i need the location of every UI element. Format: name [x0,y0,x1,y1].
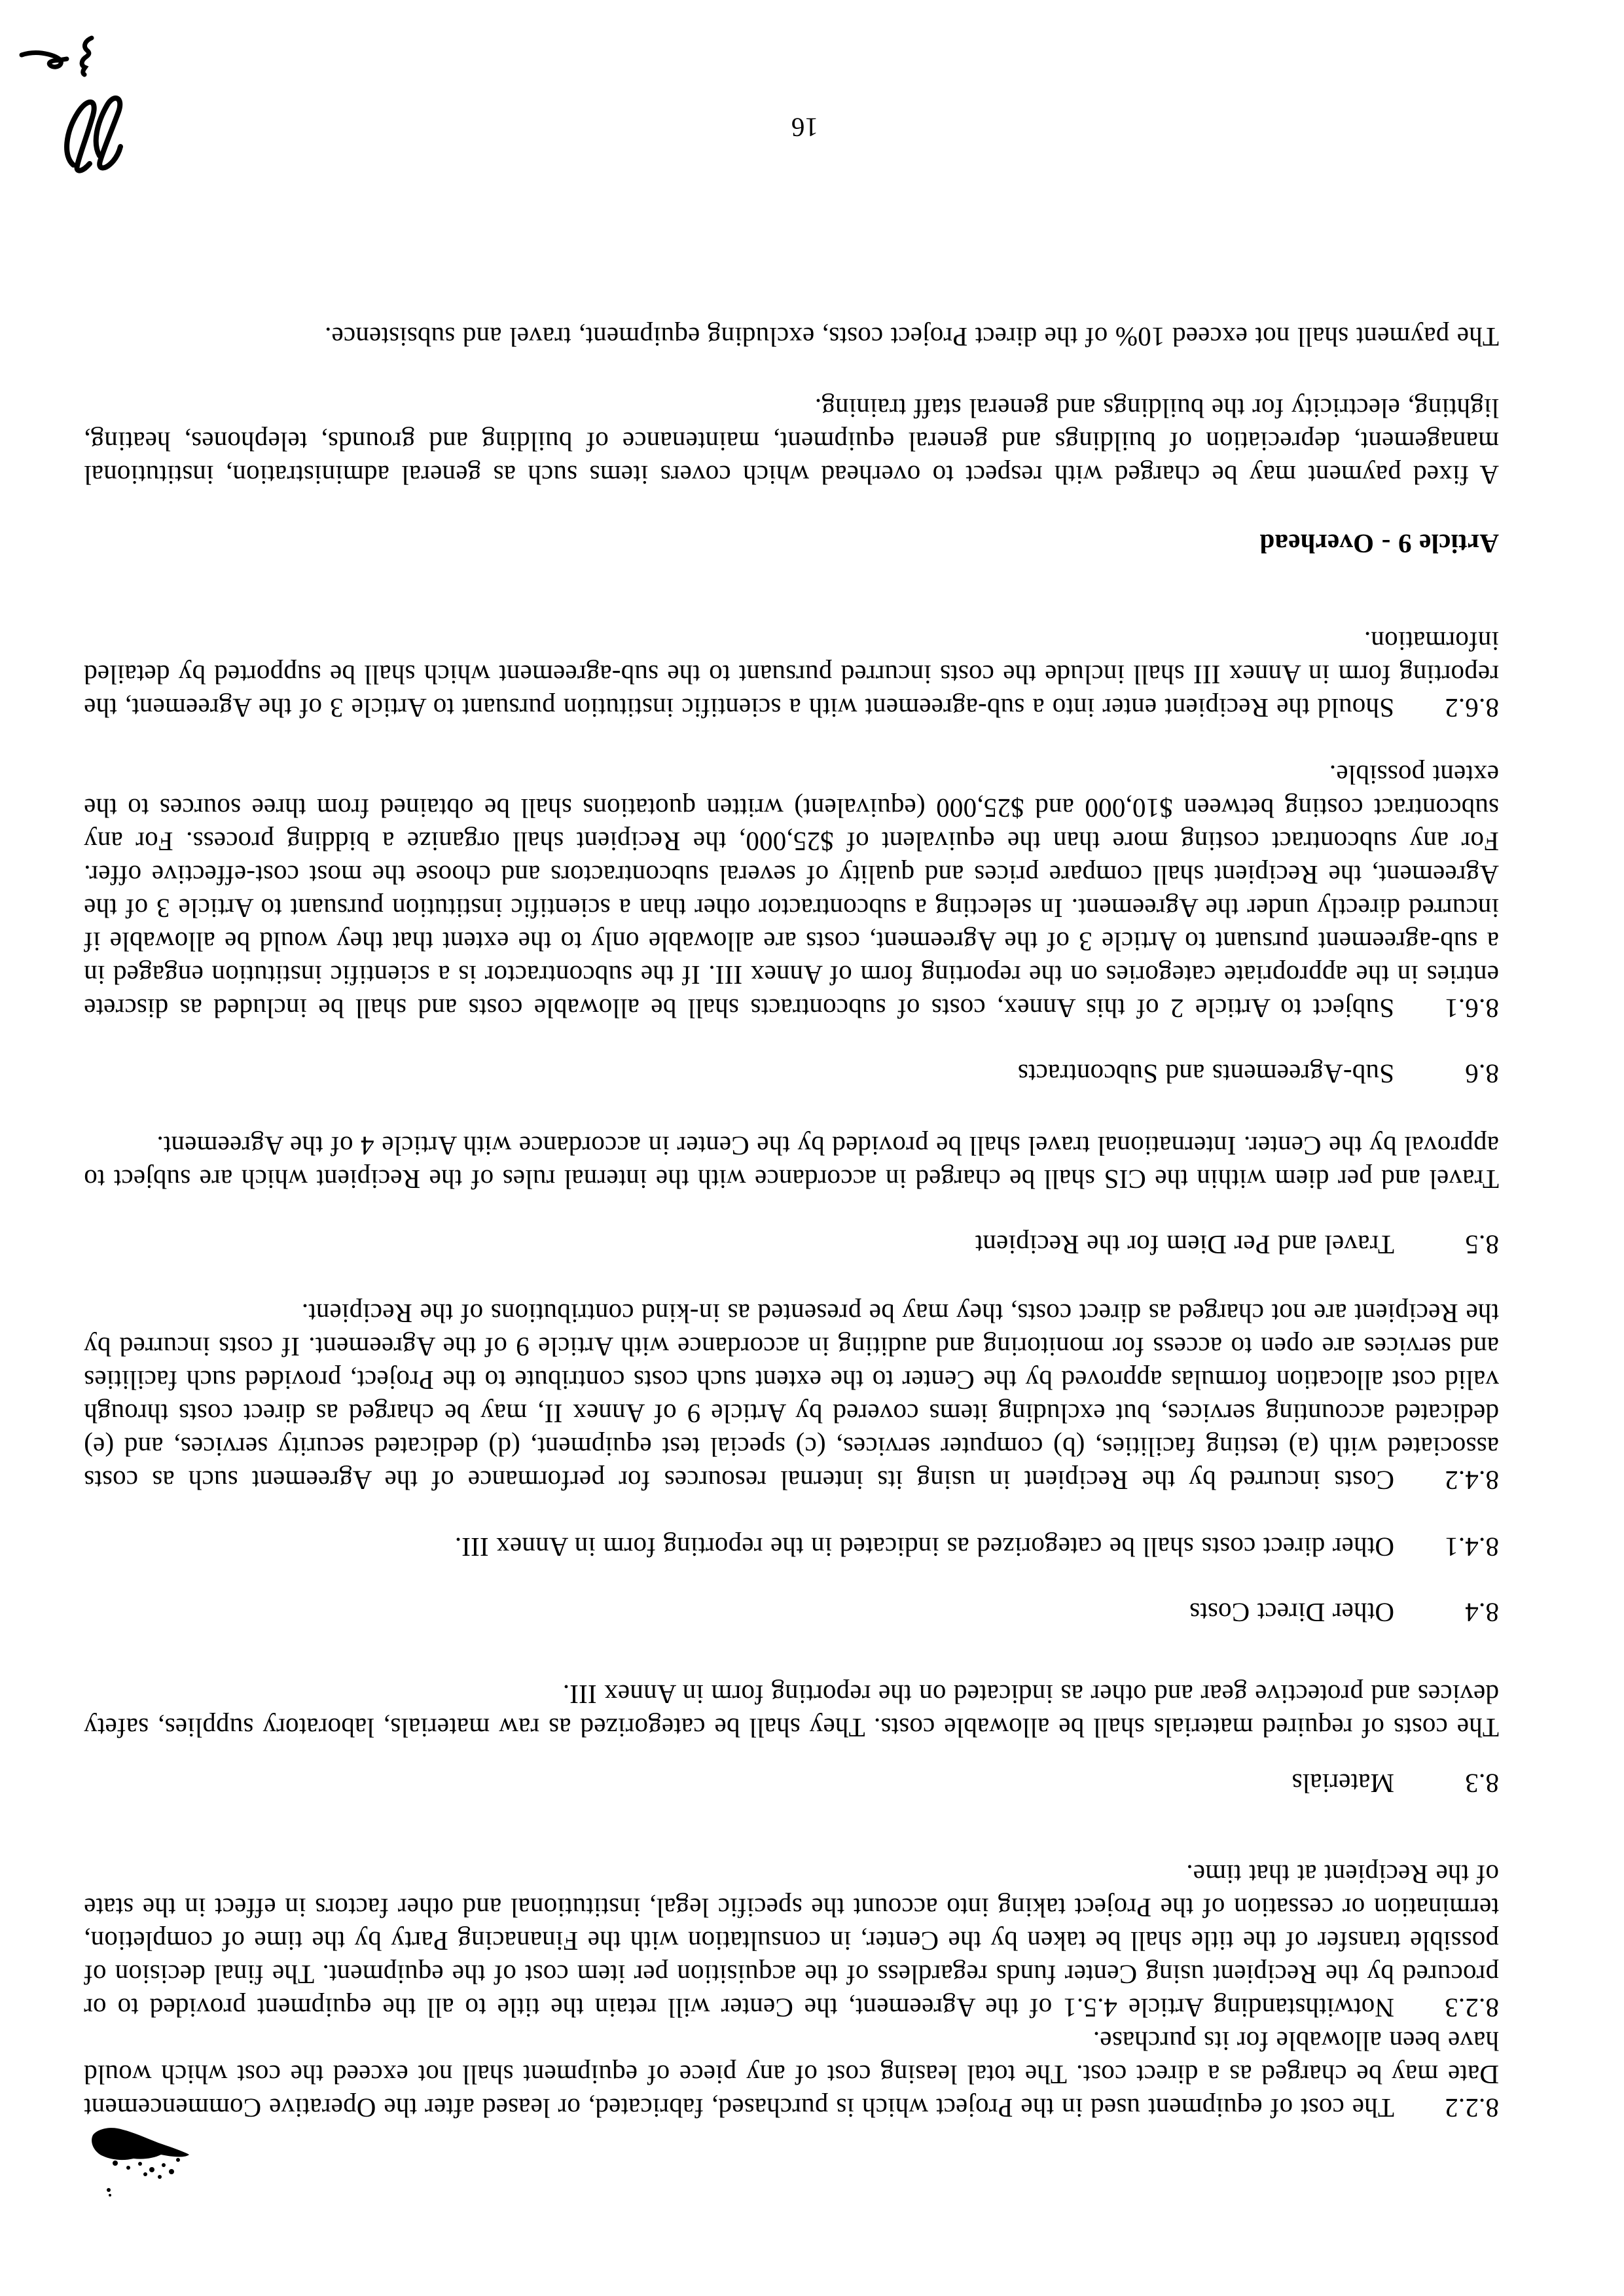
section-heading-8-4 [84,1596,1499,1629]
section-title: Other Direct Costs [1189,1598,1394,1628]
section-heading-8-3 [84,1767,1499,1800]
clause-8-4-2 [84,1297,1499,1497]
section-title: Materials [1291,1768,1394,1799]
clause-text: Other direct costs shall be categorized as indicated in the reporting form in Annex III. [454,1532,1394,1562]
materials-paragraph: The costs of required materials shall be allowable costs. They shall be categorized as raw materials, laboratory supplies, safety devices and protective gear and other as indicated on the reporting form in Annex III. [84,1679,1499,1743]
section-number: 8.3 [1465,1768,1499,1799]
clause-number: 8.4.1 [1445,1532,1499,1562]
article-9-heading: Article 9 - Overhead [1259,529,1499,559]
clause-number: 8.2.3 [1445,1993,1499,2023]
clause-text: Costs incurred by the Recipient in using its internal resources for performance of the Agreement such as costs associated with (a) testing facilities, (b) computer services, (c) special test equipment, (d) dedicated security services, and (e) dedicated accounting services, but excluding items covered by Article 9 of Annex II, may be charged as direct costs through valid cost allocation formulas approved by the Center to the extent such costs contribute to the Project, provided such facilities and services are open to access for monitoring and auditing in accordance with Article 9 of the Agreement. If costs incurred by the Recipient are not charged as direct costs, they may be presented as in-kind contributions of the Recipient. [84,1299,1499,1496]
travel-paragraph: Travel and per diem within the CIS shall be charged in accordance with the internal rules of the Recipient which are subject to approval by the Center. International travel shall be provided by the Center in accordance with Article 4 of the Agreement. [84,1131,1499,1194]
clause-text: Notwithstanding Article 4.5.1 of the Agreement, the Center will retain the title to all the equipment provided to or procured by the Recipient using Center funds regardless of the acquisition per item cost of the equipment. The final decision of possible transfer of the title shall be taken by the Center, in consultation with the Finanacing Party by the time of completion, termination or cessation of the Project taking into account the specific legal, institutional and other factors in effect in the state of the Recipient at that time. [84,1859,1499,2023]
page-number: 16 [791,113,818,143]
clause-number: 8.4.2 [1445,1465,1499,1496]
clause-8-6-2 [84,624,1499,725]
section-title: Sub-Agreements and Subcontracts [1017,1059,1394,1089]
clause-text: Subject to Article 2 of this Annex, costs of subcontracts shall be allowable costs and shall be included as discrete entries in the appropriate categories on the reporting form of Annex III. If the subcontractor is a scientific institution engaged in a sub-agreement pursuant to Article 3 of the Agreement, costs are allowable only to the extent that they would be allowable if incurred directly under the Agreement. In selecting a subcontractor other than a scientific institution pursuant to Article 3 of the Agreement, the Recipient shall compare prices and quality of several subcontractors and choose the most cost-effective offer. For any subcontract costing more than the equivalent of $25,000, the Recipient shall organize a bidding process. For any subcontract costing between $10,000 and $25,000 (equivalent) written quotations shall be obtained from three sources to the extent possible. [84,760,1499,1024]
clause-text: Should the Recipient enter into a sub-agreement with a scientific institution pursuant to Article 3 of the Agreement, the reporting form in Annex III shall include the costs incurred pursuant to the sub-agreement which shall be supported by detailed information. [84,626,1499,723]
section-number: 8.6 [1465,1059,1499,1089]
overhead-paragraph: A fixed payment may be charged with respect to overhead which covers items such as general administration, institutional management, depreciation of buildings and general equipment, maintenance of building and grounds, telephones, heating, lighting, electricity for the buildings and general staff training. [84,393,1499,490]
section-number: 8.5 [1465,1230,1499,1260]
clause-8-4-1 [84,1530,1499,1564]
clause-number: 8.6.2 [1445,693,1499,723]
clause-number: 8.2.2 [1445,2093,1499,2123]
section-heading-8-5 [84,1228,1499,1261]
section-heading-8-6 [84,1057,1499,1090]
payment-limit-paragraph: The payment shall not exceed 10% of the direct Project costs, excluding equipment, travel and subsistence. [324,322,1499,352]
clause-number: 8.6.1 [1445,994,1499,1024]
clause-8-2-3 [84,1857,1499,2024]
clause-text: The cost of equipment used in the Project which is purchased, fabricated, or leased after the Operative Commencement Date may be charged as a direct cost. The total leasing cost of any piece of equipment shall not exceed the cost which would have been allowable for its purchase. [84,2026,1499,2123]
section-title: Travel and Per Diem for the Recipient [975,1230,1394,1260]
clause-8-6-1 [84,758,1499,1025]
document-body [84,320,1499,2125]
clause-8-2-2 [84,2024,1499,2125]
section-number: 8.4 [1465,1598,1499,1628]
